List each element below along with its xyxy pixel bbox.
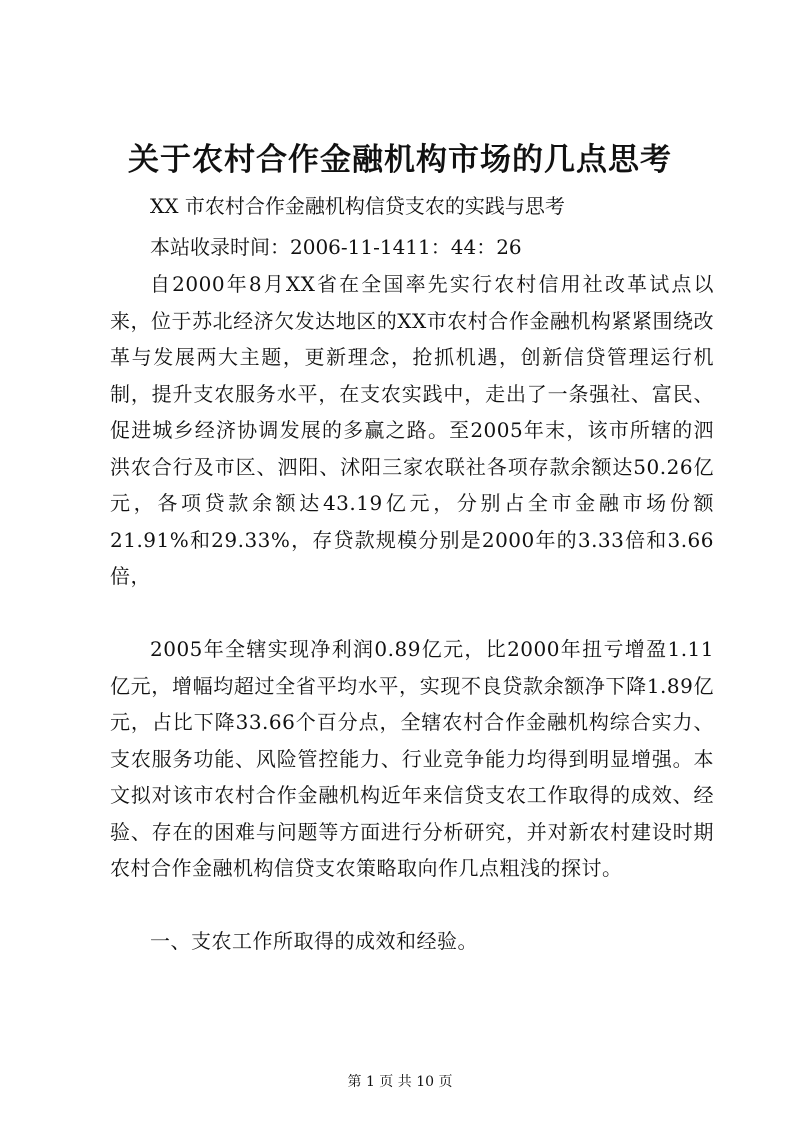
document-title: 关于农村合作金融机构市场的几点思考 <box>128 142 672 178</box>
section-heading: 一、支农工作所取得的成效和经验。 <box>150 929 478 953</box>
document-subtitle: XX 市农村合作金融机构信贷支农的实践与思考 <box>150 194 565 218</box>
body-paragraph: 2005年全辖实现净利润0.89亿元，比2000年扭亏增盈1.11亿元，增幅均超过全省平均水平，实现不良贷款余额净下降1.89亿元，占比下降33.66个百分点，全辖农村合作金融机构综合实力、支农服务功能、风险管控能力、行业竞争能力均得到明显增强。本文拟对该市农村合作金融机构近年来信贷支农工作取得的成效、经验、存在的困难与问题等方面进行分析研究，并对新农村建设时期农村合作金融机构信贷支农策略取向作几点粗浅的探讨。 <box>110 637 714 880</box>
page-number: 第 1 页 共 10 页 <box>347 1074 453 1090</box>
collection-time: 本站收录时间：2006-11-1411：44：26 <box>150 235 522 259</box>
body-paragraph: 自2000年8月XX省在全国率先实行农村信用社改革试点以来，位于苏北经济欠发达地区的XX市农村合作金融机构紧紧围绕改革与发展两大主题，更新理念，抢抓机遇，创新信贷管理运行机制，提升支农服务水平，在支农实践中，走出了一条强社、富民、促进城乡经济协调发展的多赢之路。至2005年末，该市所辖的泗洪农合行及市区、泗阳、沭阳三家农联社各项存款余额达50.26亿元，各项贷款余额达43.19亿元，分别占全市金融市场份额21.91%和29.33%，存贷款规模分别是2000年的3.33倍和3.66倍， <box>110 272 714 588</box>
